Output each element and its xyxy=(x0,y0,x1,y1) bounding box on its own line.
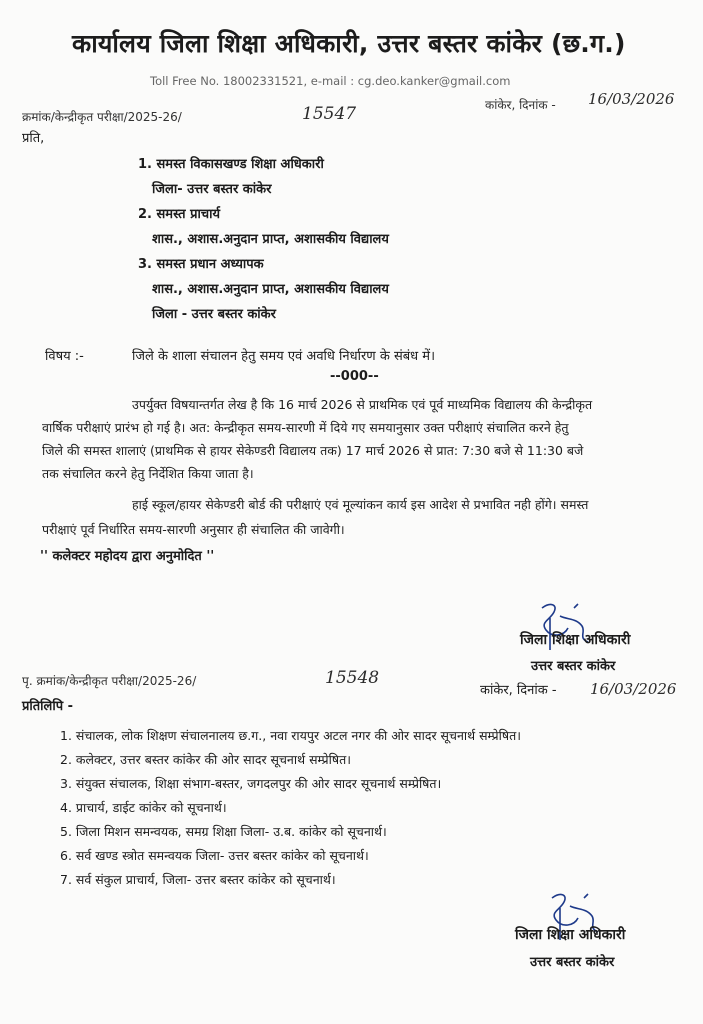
handwritten-copy-ref-number: 15548 xyxy=(325,668,380,688)
signature-1 xyxy=(520,598,610,658)
recipient-line: 1. समस्त विकासखण्ड शिक्षा अधिकारी xyxy=(138,157,324,172)
recipient-line: 3. समस्त प्रधान अध्यापक xyxy=(138,257,264,272)
recipient-line: जिला- उत्तर बस्तर कांकेर xyxy=(152,182,272,197)
copy-list-item: 4. प्राचार्य, डाईट कांकेर को सूचनार्थ। xyxy=(60,800,227,815)
contact-line: Toll Free No. 18002331521, e-mail : cg.deo.kanker@gmail.com xyxy=(150,74,511,88)
copy-place-date-label: कांकेर, दिनांक - xyxy=(480,683,557,698)
body-line: परीक्षाएं पूर्व निर्धारित समय-सारणी अनुसार ही संचालित की जावेगी। xyxy=(42,522,345,537)
copy-signatory-place: उत्तर बस्तर कांकेर xyxy=(530,955,615,970)
copy-signatory-title: जिला शिक्षा अधिकारी xyxy=(515,927,626,943)
copy-list-item: 2. कलेक्टर, उत्तर बस्तर कांकेर की ओर सादर सूचनार्थ सम्प्रेषित। xyxy=(60,752,351,767)
copy-list-item: 7. सर्व संकुल प्राचार्य, जिला- उत्तर बस्तर कांकेर को सूचनार्थ। xyxy=(60,872,336,887)
office-title: कार्यालय जिला शिक्षा अधिकारी, उत्तर बस्तर कांकेर (छ.ग.) xyxy=(72,29,626,58)
copy-handwritten-date: 16/03/2026 xyxy=(590,680,677,698)
recipient-line: 2. समस्त प्राचार्य xyxy=(138,207,220,222)
body-line: वार्षिक परीक्षाएं प्रारंभ हो गई है। अत: केन्द्रीकृत समय-सारणी में दिये गए समयानुसार उक्त परीक्षाएं संचालित करने हेतु xyxy=(42,420,569,435)
body-line: उपर्युक्त विषयान्तर्गत लेख है कि 16 मार्च 2026 से प्राथमिक एवं पूर्व माध्यमिक विद्यालय की केन्द्रीकृत xyxy=(132,397,593,412)
subject-label: विषय :- xyxy=(45,349,84,364)
signatory-title: जिला शिक्षा अधिकारी xyxy=(520,632,631,648)
place-date-label: कांकेर, दिनांक - xyxy=(485,98,556,112)
signatory-place: उत्तर बस्तर कांकेर xyxy=(531,659,616,674)
copy-label: प्रतिलिपि - xyxy=(22,699,74,714)
copy-reference-number: पृ. क्रमांक/केन्द्रीकृत परीक्षा/2025-26/ xyxy=(22,674,197,688)
copy-list-item: 6. सर्व खण्ड स्त्रोत समन्वयक जिला- उत्तर बस्तर कांकेर को सूचनार्थ। xyxy=(60,848,369,863)
recipient-line: शास., अशास.अनुदान प्राप्त, अशासकीय विद्यालय xyxy=(152,232,389,247)
body-line: जिले की समस्त शालाएं (प्राथमिक से हायर सेकेण्डरी विद्यालय तक) 17 मार्च 2026 से प्रात: 7:30 बजे से 11:30 बजे xyxy=(42,443,584,458)
separator: --000-- xyxy=(330,369,379,384)
handwritten-ref-number: 15547 xyxy=(302,104,357,124)
subject-text: जिले के शाला संचालन हेतु समय एवं अवधि निर्धारण के संबंध में। xyxy=(132,349,435,364)
body-line: तक संचालित करने हेतु निर्देशित किया जाता है। xyxy=(42,466,254,481)
handwritten-date: 16/03/2026 xyxy=(588,90,675,108)
copy-list-item: 5. जिला मिशन समन्वयक, समग्र शिक्षा जिला- उ.ब. कांकेर को सूचनार्थ। xyxy=(60,824,387,839)
copy-list-item: 1. संचालक, लोक शिक्षण संचालनालय छ.ग., नवा रायपुर अटल नगर की ओर सादर सूचनार्थ सम्प्रेषित। xyxy=(60,728,521,743)
recipient-line: जिला - उत्तर बस्तर कांकेर xyxy=(152,307,276,322)
body-line: हाई स्कूल/हायर सेकेण्डरी बोर्ड की परीक्षाएं एवं मूल्यांकन कार्य इस आदेश से प्रभावित नही होंगे। समस्त xyxy=(132,497,589,512)
copy-list-item: 3. संयुक्त संचालक, शिक्षा संभाग-बस्तर, जगदलपुर की ओर सादर सूचनार्थ सम्प्रेषित। xyxy=(60,776,442,791)
reference-number: क्रमांक/केन्द्रीकृत परीक्षा/2025-26/ xyxy=(22,110,182,124)
recipient-line: शास., अशास.अनुदान प्राप्त, अशासकीय विद्यालय xyxy=(152,282,389,297)
approval-note: '' कलेक्टर महोदय द्वारा अनुमोदित '' xyxy=(40,549,215,564)
to-label: प्रति, xyxy=(22,131,45,146)
